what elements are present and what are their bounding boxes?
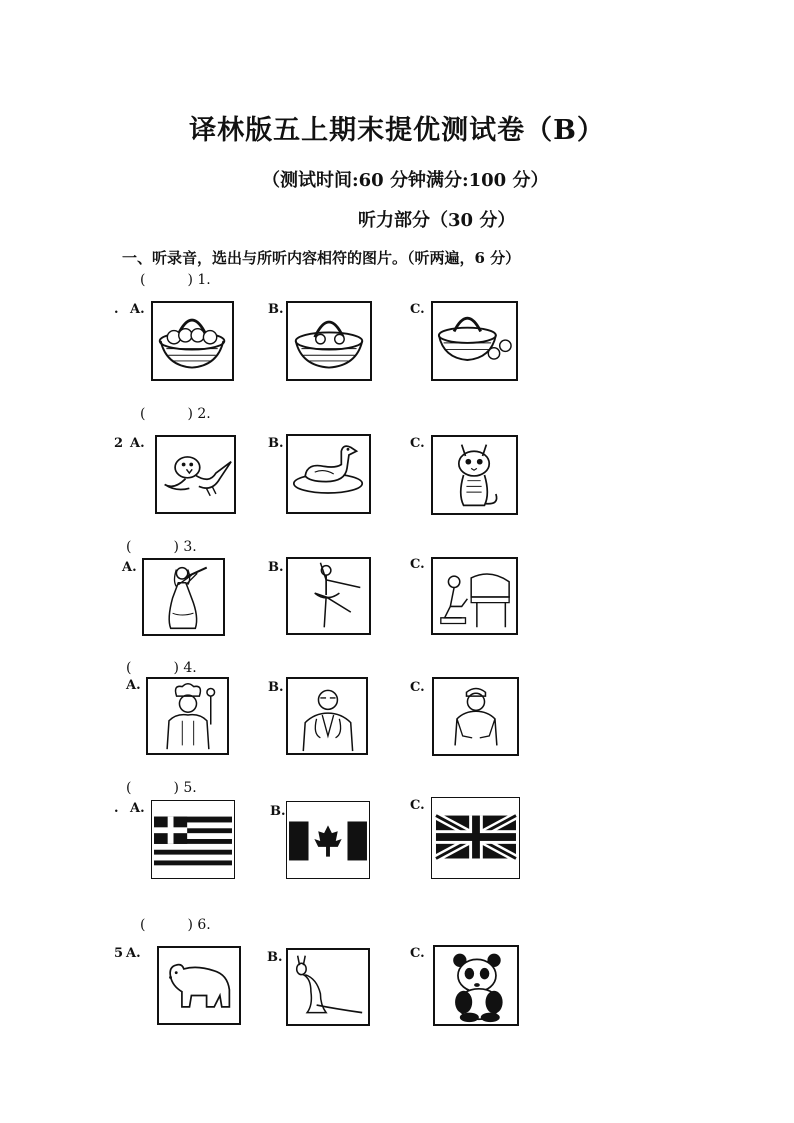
kangaroo-picture[interactable] [286,948,370,1026]
option-label-2c: C. [410,436,425,451]
option-label-5b: B. [270,804,286,819]
question-number-2: ( ) 2. [140,406,211,422]
part1-instruction: 一、听录音，选出与所听内容相符的图片。（听两遍，6 分） [122,249,521,267]
page-title: 译林版五上期末提优测试卷（B） [189,115,605,146]
option-label-1c: C. [410,302,425,317]
option-label-3a: A. [122,560,137,575]
option-label-3b: B. [268,560,284,575]
polar-bear-picture[interactable] [157,946,241,1025]
question-number-4: ( ) 4. [126,660,197,676]
section-title: 听力部分（30 分） [358,210,516,231]
option-label-4b: B. [268,680,284,695]
margin-fragment: . [114,801,119,816]
option-label-2a: A. [130,436,145,451]
option-label-5a: A. [130,801,145,816]
canada-flag-picture[interactable] [286,801,370,879]
option-label-6a: A. [126,946,141,961]
girl-playing-flute-picture[interactable] [142,558,225,636]
duck-picture[interactable] [286,434,371,514]
option-label-4a: A. [126,678,141,693]
basket-with-few-apples-picture[interactable] [286,301,372,381]
cook-picture[interactable] [146,677,229,755]
empty-basket-apples-outside-picture[interactable] [431,301,518,381]
panda-picture[interactable] [433,945,519,1026]
doctor-picture[interactable] [286,677,368,755]
option-label-4c: C. [410,680,425,695]
question-number-5: ( ) 5. [126,780,197,796]
bird-picture[interactable] [155,435,236,514]
option-label-5c: C. [410,798,425,813]
question-number-3: ( ) 3. [126,539,197,555]
option-label-6c: C. [410,946,425,961]
option-label-3c: C. [410,557,425,572]
girl-playing-piano-picture[interactable] [431,557,518,635]
cat-picture[interactable] [431,435,518,515]
option-label-6b: B. [267,950,283,965]
question-number-6: ( ) 6. [140,917,211,933]
basket-full-of-apples-picture[interactable] [151,301,234,381]
test-info: （测试时间:60 分钟满分:100 分） [262,170,549,191]
margin-fragment: 5 [114,946,124,961]
greece-flag-picture[interactable] [151,800,235,879]
option-label-2b: B. [268,436,284,451]
margin-fragment: 2 [114,436,124,451]
girl-dancing-picture[interactable] [286,557,371,635]
option-label-1b: B. [268,302,284,317]
worker-picture[interactable] [432,677,519,756]
uk-flag-picture[interactable] [431,797,520,879]
option-label-1a: A. [130,302,145,317]
question-number-1: ( ) 1. [140,272,211,288]
margin-fragment: . [114,302,119,317]
